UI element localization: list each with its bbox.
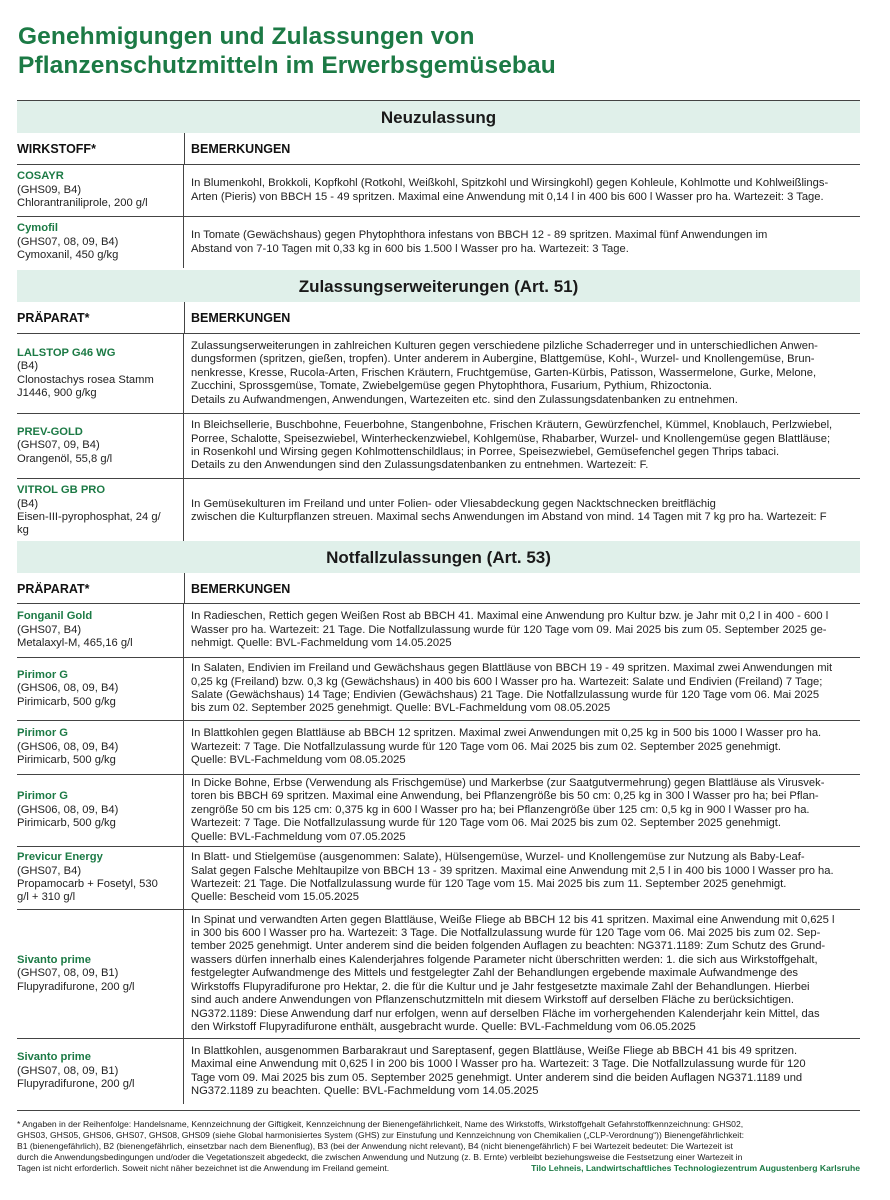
remarks-line: Tage vom 09. Mai 2025 bis zum 05. September 2025 genehmigt. Unter anderem sind die beiden Auflagen NG371.1189 und [191,1071,803,1084]
product-detail: (GHS06, 08, 09, B4) [17,682,119,695]
product-detail: (GHS06, 08, 09, B4) [17,740,119,753]
product-name: Cymofil [17,222,59,235]
footnote-line: * Angaben in der Reihenfolge: Handelsname, Kennzeichnung der Giftigkeit, Kennzeichnung der Bienengefährlichkeit, Name des Wirkstoffs, Wirkstoffgehalt Gefahrstoffkennzeichnung: GHS02, [17,1119,744,1129]
column-header-active-substance: WIRKSTOFF* [17,133,185,164]
product-detail: (B4) [17,497,39,510]
table-body [17,604,860,1104]
table-row [17,479,860,543]
remarks-cell [184,217,860,268]
product-detail: (GHS07, B4) [17,623,82,636]
footnote-line: durch die Anwendungsbedingungen und/oder die Vegetationszeit abgedeckt, die zwischen Anwendung und Nutzung (z. B. Ernte) verbleibt beziehungsweise die Festsetzung einer Wartezeit in [17,1152,743,1162]
remarks-line: tember 2025 genehmigt. Unter anderem sind die beiden folgenden Auflagen zu beachten: NG371.1189: Zum Schutz des Grund- [191,940,826,953]
table-row [17,334,860,414]
product-detail: (GHS06, 08, 09, B4) [17,803,119,816]
page-title [18,22,878,80]
footnote-line: GHS03, GHS05, GHS06, GHS07, GHS08, GHS09 (siehe Global harmonisiertes System (GHS) zur Einstufung und Kennzeichnung von Chemikalien („CLP-Verordnung“)) Bienengefährlichkeit: [17,1130,744,1140]
title-line: Pflanzenschutzmitteln im Erwerbsgemüsebau [18,52,556,79]
remarks-cell [184,414,860,478]
footnote-line: Tagen ist nicht erforderlich. Soweit nicht näher bezeichnet ist die Anwendung im Freiland gemeint. [17,1163,390,1173]
table-header [17,133,860,165]
remarks-line: Wasser pro ha. Wartezeit: 21 Tage. Die Notfallzulassung wurde für 120 Tage vom 09. Mai 2025 bis zum 05. September 2025 ge- [191,623,827,636]
remarks-line: wassers dürfen innerhalb eines Kalenderjahres folgende Parameter nicht überschritten werden: 1. die sich aus Wirkstoffgehalt, [191,953,818,966]
remarks-line: Quelle: BVL-Fachmeldung vom 07.05.2025 [191,830,406,843]
product-detail: (B4) [17,360,39,373]
remarks-line: In Blatt- und Stielgemüse (ausgenommen: Salate), Hülsengemüse, Wurzel- und Knollengemüse zur Nutzung als Baby-Leaf- [191,851,805,864]
section-neuzulassung [17,101,860,268]
column-header-remarks: BEMERKUNGEN [191,582,291,596]
product-name: Previcur Energy [17,851,103,864]
table-body [17,334,860,543]
product-cell [17,658,184,720]
column-header-remarks: BEMERKUNGEN [191,311,291,325]
table-header [17,302,860,334]
remarks-line: In Tomate (Gewächshaus) gegen Phytophthora infestans von BBCH 12 - 89 spritzen. Maximal fünf Anwendungen im [191,229,768,242]
product-detail: J1446, 900 g/kg [17,386,97,399]
title-line: Genehmigungen und Zulassungen von [18,23,475,50]
section-heading: Neuzulassung [17,101,860,133]
table-row [17,910,860,1039]
product-detail: Orangenöl, 55,8 g/l [17,452,113,465]
product-detail: (GHS09, B4) [17,183,82,196]
table-row [17,847,860,910]
product-cell [17,910,184,1038]
product-detail: (GHS07, B4) [17,864,82,877]
product-detail: Pirimicarb, 500 g/kg [17,754,116,767]
section-notfallzulassungen [17,541,860,1104]
product-name: Pirimor G [17,790,68,803]
remarks-line: Porree, Schalotte, Speisezwiebel, Winterheckenzwiebel, Kohlgemüse, Rhabarber, Wurzel- und Knollengemüse gegen Blattläuse; [191,432,831,445]
product-cell [17,775,184,846]
product-detail: Eisen-III-pyrophosphat, 24 g/ [17,511,161,523]
table-row [17,658,860,721]
remarks-line: Wirkstoffs Flupyradifurone pro Hektar, 2. die für die Kultur und je Jahr festgesetzte maximale Zahl der Behandlungen. Hierbei [191,980,810,993]
remarks-line: Quelle: Bescheid vom 15.05.2025 [191,891,359,904]
remarks-line: Arten (Pieris) von BBCH 15 - 49 spritzen. Maximal eine Anwendung mit 0,14 l in 400 bis 600 l Wasser pro ha. Wartezeit: 3 Tage. [191,190,824,203]
column-header-product: PRÄPARAT* [17,302,185,333]
remarks-line: NG372.1189: Diese Anwendung darf nur erfolgen, wenn auf derselben Fläche im vorhergehenden Kalenderjahr kein Mittel, das [191,1007,820,1020]
remarks-line: zengröße 50 cm bis 125 cm: 0,375 kg in 600 l Wasser pro ha; bei Pflanzengröße über 125 cm: 0,5 kg in 900 l Wasser pro ha. [191,803,810,816]
footnote-line: B1 (bienengefährlich), B2 (bienengefährlich, einsetzbar nach dem Bienenflug), B3 (bei der Anwendung nicht relevant), B4 (nicht bienengefährlich) F bei Wartezeit bedeutet: Die Wartezeit ist [17,1141,733,1151]
remarks-line: Salate (Gewächshaus) 14 Tage; Endivien (Gewächshaus) 21 Tage. Die Notfallzulassung wurde für 120 Tage vom 06. Mai 2025 [191,689,820,701]
remarks-line: In Blattkohlen gegen Blattläuse ab BBCH 12 spritzen. Maximal zwei Anwendungen mit 0,25 kg in 500 bis 1000 l Wasser pro ha. [191,727,822,740]
product-detail: kg [17,524,29,537]
table-row [17,775,860,847]
product-cell [17,479,184,543]
remarks-cell [184,479,860,543]
product-name: PREV-GOLD [17,425,83,438]
product-cell [17,604,184,657]
product-cell [17,414,184,478]
remarks-cell [184,721,860,774]
product-name: Pirimor G [17,727,68,740]
remarks-line: bis zum 02. September 2025 genehmigt. Quelle: BVL-Fachmeldung vom 08.05.2025 [191,702,611,715]
product-detail: (GHS07, 08, 09, B4) [17,235,119,248]
remarks-line: Details zu den Anwendungen sind den Zulassungsdatenbanken zu entnehmen. Wartezeit: F. [191,459,649,472]
remarks-cell [184,775,860,846]
footnote [17,1110,860,1174]
remarks-line: nehmigt. Quelle: BVL-Fachmeldung vom 14.05.2025 [191,637,452,650]
product-cell [17,217,184,268]
product-name: Sivanto prime [17,953,91,966]
remarks-line: dungsformen (spritzen, gießen, tropfen). Unter anderem in Aubergine, Blattgemüse, Kohl-, Wurzel- und Knollengemüse, Brun- [191,353,815,366]
remarks-line: nenkresse, Kresse, Rucola-Arten, Frischen Kräutern, Fruchtgemüse, Garten-Kürbis, Patisson, Wassermelone, Gurke, Melone, [191,366,817,379]
remarks-cell [184,910,860,1038]
product-detail: Flupyradifurone, 200 g/l [17,1078,135,1091]
remarks-line: In Bleichsellerie, Buschbohne, Feuerbohne, Stangenbohne, Frischen Kräutern, Gewürzfenchel, Kümmel, Knoblauch, Perlzwiebel, [191,419,833,432]
remarks-line: Quelle: BVL-Fachmeldung vom 08.05.2025 [191,754,406,767]
remarks-line: 0,25 kg (Freiland) bzw. 0,3 kg (Gewächshaus) in 400 bis 600 l Wasser pro ha. Wartezeit: Salate und Endivien (Freiland) 7 Tage; [191,675,823,688]
product-detail: (GHS07, 08, 09, B1) [17,1064,119,1077]
remarks-line: NG372.1189 zu beachten. Quelle: BVL-Fachmeldung vom 14.05.2025 [191,1084,539,1097]
remarks-line: In Blumenkohl, Brokkoli, Kopfkohl (Rotkohl, Weißkohl, Spitzkohl und Wirsingkohl) gegen Kohleule, Kohlmotte und Kohlweißlings- [191,177,829,190]
product-detail: Metalaxyl-M, 465,16 g/l [17,637,133,650]
section-heading: Zulassungserweiterungen (Art. 51) [17,270,860,302]
remarks-line: In Radieschen, Rettich gegen Weißen Rost ab BBCH 41. Maximal eine Anwendung pro Kultur bzw. je Jahr mit 0,2 l in 400 - 600 l [191,610,829,623]
remarks-line: Maximal eine Anwendung mit 0,625 l in 200 bis 1000 l Wasser pro ha. Wartezeit: 3 Tage. Die Notfallzulassung wurde für 120 [191,1058,806,1071]
product-detail: Clonostachys rosea Stamm [17,373,154,386]
remarks-line: sind auch andere Anwendungen von Pflanzenschutzmitteln mit diesem Wirkstoff auf derselben Fläche zu berücksichtigen. [191,994,795,1007]
table-row [17,1039,860,1104]
remarks-line: in Rosenkohl und Wirsing gegen Kohlmottenschildlaus; in Porree, Speisezwiebel, Gemüsefenchel gegen Thrips tabaci. [191,446,780,458]
section-zulassungserweiterungen [17,270,860,543]
product-name: Pirimor G [17,668,68,681]
table-row [17,604,860,658]
product-detail: g/l + 310 g/l [17,891,76,904]
remarks-cell [184,1039,860,1104]
remarks-line: Wartezeit: 7 Tage. Die Notfallzulassung wurde für 120 Tage vom 06. Mai 2025 bis zum 02. September 2025 genehmigt. [191,817,781,830]
remarks-line: in 300 bis 600 l Wasser pro ha. Wartezeit: 3 Tage. Die Notfallzulassung wurde für 120 Tage vom 06. Mai 2025 bis zum 02. Sep- [191,927,821,940]
remarks-line: Wartezeit: 7 Tage. Die Notfallzulassung wurde für 120 Tage vom 06. Mai 2025 bis zum 02. September 2025 genehmigt. [191,740,781,753]
remarks-line: Zucchini, Sprossgemüse, Tomate, Zwiebelgemüse gegen Phytophthora, Fusarium, Pythium, Rhizoctonia. [191,380,712,393]
product-detail: Flupyradifurone, 200 g/l [17,980,135,993]
product-name: VITROL GB PRO [17,484,106,497]
remarks-line: In Gemüsekulturen im Freiland und unter Folien- oder Vliesabdeckung gegen Nacktschnecken breitflächig [191,497,716,510]
product-detail: Propamocarb + Fosetyl, 530 [17,878,158,890]
product-detail: (GHS07, 08, 09, B1) [17,967,119,980]
product-cell [17,1039,184,1104]
product-detail: Cymoxanil, 450 g/kg [17,249,119,262]
remarks-line: In Spinat und verwandten Arten gegen Blattläuse, Weiße Fliege ab BBCH 12 bis 41 spritzen. Maximal eine Anwendung mit 0,625 l [191,913,835,926]
table-row [17,217,860,268]
table-header [17,573,860,604]
remarks-line: In Salaten, Endivien im Freiland und Gewächshaus gegen Blattläuse von BBCH 19 - 49 spritzen. Maximal zwei Anwendungen mit [191,662,833,675]
remarks-cell [184,658,860,720]
remarks-line: Details zu Aufwandmengen, Anwendungen, Wartezeiten etc. sind den Zulassungsdatenbanken zu entnehmen. [191,393,738,406]
product-name: COSAYR [17,170,64,183]
column-header-remarks: BEMERKUNGEN [191,142,291,156]
table-row [17,721,860,775]
product-detail: (GHS07, 09, B4) [17,439,100,452]
remarks-line: festgelegter Aufwandmenge des Mittels und festgelegter Zahl der Behandlungen ergebende maximale Aufwandmenge des [191,967,799,980]
remarks-line: In Dicke Bohne, Erbse (Verwendung als Frischgemüse) und Markerbse (zur Saatgutvermehrung) gegen Blattläuse als Virusvek- [191,776,825,789]
table-row [17,165,860,217]
table-row [17,414,860,479]
remarks-line: Abstand von 7-10 Tagen mit 0,33 kg in 600 bis 1.500 l Wasser pro ha. Wartezeit: 3 Tage. [191,242,629,255]
remarks-line: toren bis BBCH 69 spritzen. Maximal eine Anwendung, bei Pflanzengröße bis 50 cm: 0,25 kg in 300 l Wasser pro ha; bei Pflan- [191,790,819,803]
footnote-last-row [17,1163,860,1174]
product-detail: Pirimicarb, 500 g/kg [17,817,116,830]
remarks-line: Wartezeit: 21 Tage. Die Notfallzulassung wurde für 120 Tage vom 15. Mai 2025 bis zum 11. September 2025 genehmigt. [191,878,787,890]
author-credit: Tilo Lehneis, Landwirtschaftliches Technologiezentrum Augustenberg Karlsruhe [531,1163,860,1173]
product-name: LALSTOP G46 WG [17,346,116,359]
product-cell [17,334,184,413]
remarks-line: Zulassungserweiterungen in zahlreichen Kulturen gegen verschiedene pilzliche Schaderreger und in unterschiedlichen Anwen- [191,339,818,352]
product-cell [17,165,184,216]
remarks-cell [184,334,860,413]
product-cell [17,847,184,909]
product-name: Sivanto prime [17,1051,91,1064]
product-detail: Chlorantraniliprole, 200 g/l [17,197,148,210]
remarks-line: In Blattkohlen, ausgenommen Barbarakraut und Sareptasenf, gegen Blattläuse, Weiße Fliege ab BBCH 41 bis 49 spritzen. [191,1044,798,1057]
product-detail: Pirimicarb, 500 g/kg [17,695,116,708]
table-body [17,165,860,268]
remarks-line: zwischen die Kulturpflanzen streuen. Maximal sechs Anwendungen im Abstand von mind. 14 Tagen mit 7 kg pro ha. Wartezeit: F [191,511,827,523]
section-heading: Notfallzulassungen (Art. 53) [17,541,860,573]
remarks-cell [184,604,860,657]
remarks-line: Salat gegen Falsche Mehltaupilze von BBCH 13 - 39 spritzen. Maximal eine Anwendung mit 2,5 l in 400 bis 1000 l Wasser pro ha. [191,864,834,877]
remarks-cell [184,847,860,909]
product-name: Fonganil Gold [17,610,93,623]
product-cell [17,721,184,774]
remarks-cell [184,165,860,216]
remarks-line: den Wirkstoff Flupyradifurone enthält, ausgebracht wurde. Quelle: BVL-Fachmeldung vom 06.05.2025 [191,1020,696,1033]
column-header-product: PRÄPARAT* [17,573,185,603]
